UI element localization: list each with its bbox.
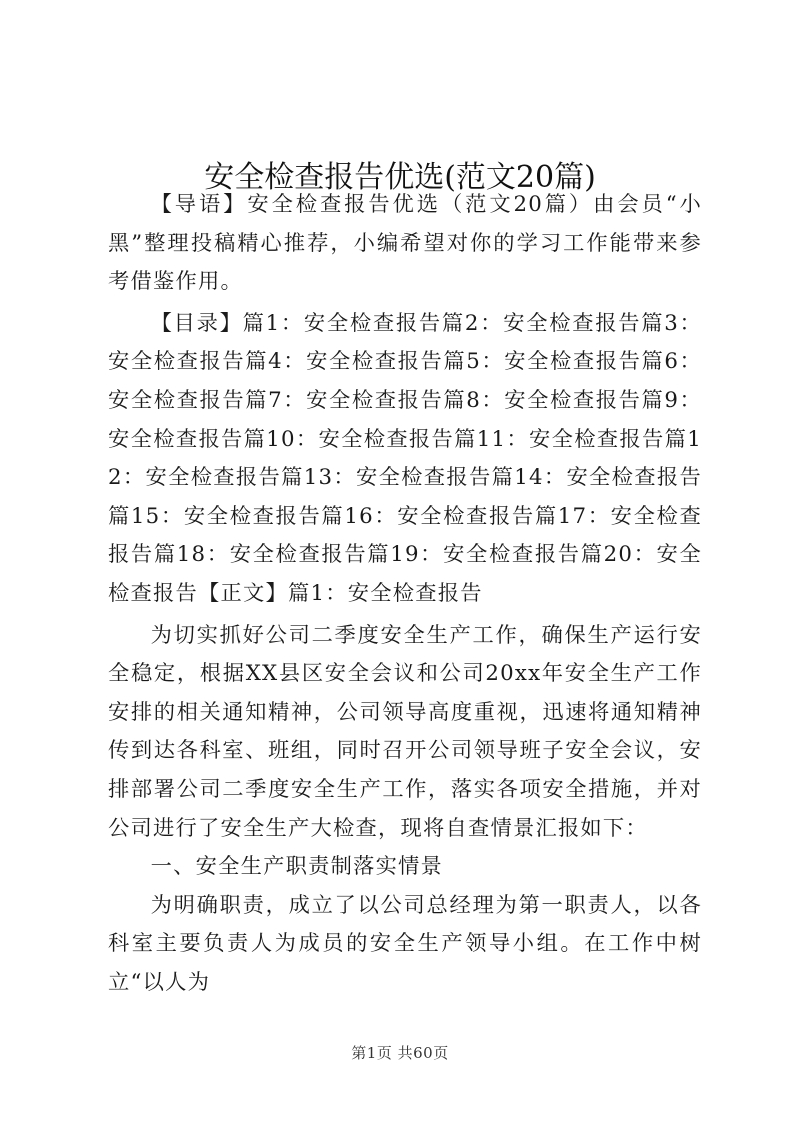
body-paragraph: 为明确职责，成立了以公司总经理为第一职责人，以各科室主要负责人为成员的安全生产领导小组。在工作中树立“以人为	[108, 892, 702, 995]
page-number-footer: 第1页 共60页	[351, 1044, 449, 1062]
intro-paragraph: 【导语】安全检查报告优选（范文20篇）由会员“小黑”整理投稿精心推荐，小编希望对你的学习工作能带来参考借鉴作用。	[108, 192, 702, 295]
section-heading: 一、安全生产职责制落实情景	[150, 854, 444, 880]
table-of-contents-paragraph: 【目录】篇1：安全检查报告篇2：安全检查报告篇3：安全检查报告篇4：安全检查报告篇5：安全检查报告篇6：安全检查报告篇7：安全检查报告篇8：安全检查报告篇9：安全检查报告篇10：安全检查报告篇11：安全检查报告篇12：安全检查报告篇13：安全检查报告篇14：安全检查报告篇15：安全检查报告篇16：安全检查报告篇17：安全检查报告篇18：安全检查报告篇19：安全检查报告篇20：安全检查报告【正文】篇1：安全检查报告	[108, 310, 702, 606]
document-body	[108, 186, 702, 1002]
document-title: 安全检查报告优选(范文20篇)	[204, 160, 596, 196]
body-paragraph: 为切实抓好公司二季度安全生产工作，确保生产运行安全稳定，根据XX县区安全会议和公司20xx年安全生产工作安排的相关通知精神，公司领导高度重视，迅速将通知精神传到达各科室、班组，同时召开公司领导班子安全会议，安排部署公司二季度安全生产工作，落实各项安全措施，并对公司进行了安全生产大检查，现将自查情景汇报如下：	[108, 622, 702, 841]
